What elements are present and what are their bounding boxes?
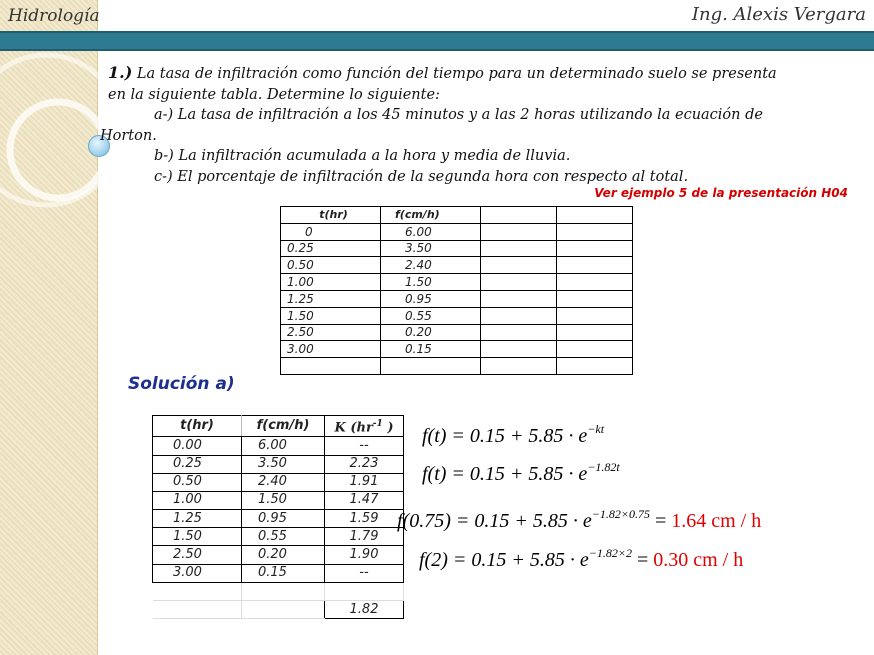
table-row [153, 582, 404, 600]
table-row [281, 240, 633, 257]
cell-f: 3.50 [381, 240, 481, 257]
table-row [281, 324, 633, 341]
eq3-equals: = [649, 510, 672, 532]
problem-number: 1.) [108, 63, 133, 82]
infiltration-data-table [280, 206, 633, 375]
header-k-label: K (hr [334, 420, 373, 436]
table-row [153, 601, 404, 619]
table-header-row [153, 416, 404, 437]
table-row [153, 510, 404, 528]
reference-note: Ver ejemplo 5 de la presentación H04 [594, 186, 848, 200]
equation-horton-fitted [422, 460, 620, 486]
cell-f: 6.00 [381, 223, 481, 240]
eq2-exponent: −1.82t [587, 460, 620, 474]
problem-item-a-line1: a-) La tasa de infiltración a los 45 minutos y a las 2 horas utilizando la ecuación de [154, 107, 763, 123]
cell-f: 6.00 [242, 437, 325, 455]
cell-t: 1.50 [281, 307, 381, 324]
problem-item-c: c-) El porcentaje de infiltración de la segunda hora con respecto al total. [154, 168, 689, 185]
cell-t: 0.25 [281, 240, 381, 257]
cell-f: 0.15 [381, 341, 481, 358]
header-k [325, 416, 404, 437]
cell-f [381, 358, 481, 375]
cell-t: 0.25 [153, 455, 242, 473]
cell-f: 0.55 [242, 528, 325, 546]
table-header-row [281, 207, 633, 224]
cell-k: -- [325, 437, 404, 455]
cell-t: 1.00 [153, 491, 242, 509]
cell-f: 0.20 [242, 546, 325, 564]
equation-f-2 [419, 546, 743, 572]
cell-t: 0.50 [281, 257, 381, 274]
table-row [281, 274, 633, 291]
problem-item-a-line2: Horton. [100, 127, 157, 144]
problem-item-b: b-) La infiltración acumulada a la hora y media de lluvia. [154, 148, 571, 164]
header-t: t(hr) [281, 207, 381, 224]
cell-t [281, 358, 381, 375]
cell-f: 2.40 [242, 473, 325, 491]
cell-f: 2.40 [381, 257, 481, 274]
cell-f: 1.50 [381, 274, 481, 291]
cell-f: 0.55 [381, 307, 481, 324]
cell-t: 3.00 [153, 564, 242, 582]
equation-f-075 [397, 507, 761, 533]
cell-f: 0.20 [381, 324, 481, 341]
eq3-exponent: −1.82×0.75 [591, 507, 650, 521]
table-row [153, 437, 404, 455]
solution-title: Solución a) [128, 374, 235, 394]
equation-horton-general [422, 422, 604, 448]
eq4-exponent: −1.82×2 [588, 546, 632, 560]
solution-k-table [152, 415, 404, 619]
cell-t: 3.00 [281, 341, 381, 358]
cell-t: 2.50 [153, 546, 242, 564]
header-empty-3 [481, 207, 557, 224]
cell-k: 1.47 [325, 491, 404, 509]
table-row [153, 528, 404, 546]
cell-k: 2.23 [325, 455, 404, 473]
eq4-result: 0.30 cm / h [653, 549, 744, 571]
table-row [281, 341, 633, 358]
author-name: Ing. Alexis Vergara [691, 4, 866, 25]
table-row [153, 546, 404, 564]
cell-t: 1.25 [281, 290, 381, 307]
header-k-close: ) [382, 420, 394, 436]
eq3-lhs: f(0.75) = 0.15 + 5.85 · e [397, 510, 592, 532]
cell-t: 2.50 [281, 324, 381, 341]
table-row [153, 491, 404, 509]
table-row [153, 455, 404, 473]
cell-t: 1.00 [281, 274, 381, 291]
eq2-lhs: f(t) = 0.15 + 5.85 · e [422, 463, 588, 485]
cell-k: 1.79 [325, 528, 404, 546]
cell-t: 0.50 [153, 473, 242, 491]
cell-f: 0.15 [242, 564, 325, 582]
problem-statement [100, 63, 846, 187]
cell-f: 0.95 [381, 290, 481, 307]
header-f: f(cm/h) [242, 416, 325, 437]
cell-t: 0 [281, 223, 381, 240]
course-title: Hidrología [8, 6, 100, 26]
problem-intro-line2: en la siguiente tabla. Determine lo siguiente: [108, 86, 440, 103]
k-average: 1.82 [325, 601, 404, 619]
table-row [153, 564, 404, 582]
cell-f: 1.50 [242, 491, 325, 509]
cell-k: 1.91 [325, 473, 404, 491]
header-bar [0, 31, 874, 51]
header-k-exponent: -1 [372, 419, 383, 429]
cell-k: 1.90 [325, 546, 404, 564]
eq4-equals: = [631, 549, 654, 571]
table-row [153, 473, 404, 491]
cell-t: 1.50 [153, 528, 242, 546]
eq3-result: 1.64 cm / h [671, 510, 762, 532]
cell-k: -- [325, 564, 404, 582]
table-row [281, 358, 633, 375]
header-t: t(hr) [153, 416, 242, 437]
table-row [281, 257, 633, 274]
cell-t: 0.00 [153, 437, 242, 455]
cell-k: 1.59 [325, 510, 404, 528]
table-row [281, 223, 633, 240]
table-row [281, 290, 633, 307]
eq1-lhs: f(t) = 0.15 + 5.85 · e [422, 425, 588, 447]
eq4-lhs: f(2) = 0.15 + 5.85 · e [419, 549, 589, 571]
header-f: f(cm/h) [381, 207, 481, 224]
problem-intro-line1: La tasa de infiltración como función del tiempo para un determinado suelo se presenta [136, 66, 777, 82]
cell-f: 3.50 [242, 455, 325, 473]
table-row [281, 307, 633, 324]
cell-t: 1.25 [153, 510, 242, 528]
header-empty-4 [557, 207, 633, 224]
cell-f: 0.95 [242, 510, 325, 528]
eq1-exponent: −kt [587, 422, 605, 436]
